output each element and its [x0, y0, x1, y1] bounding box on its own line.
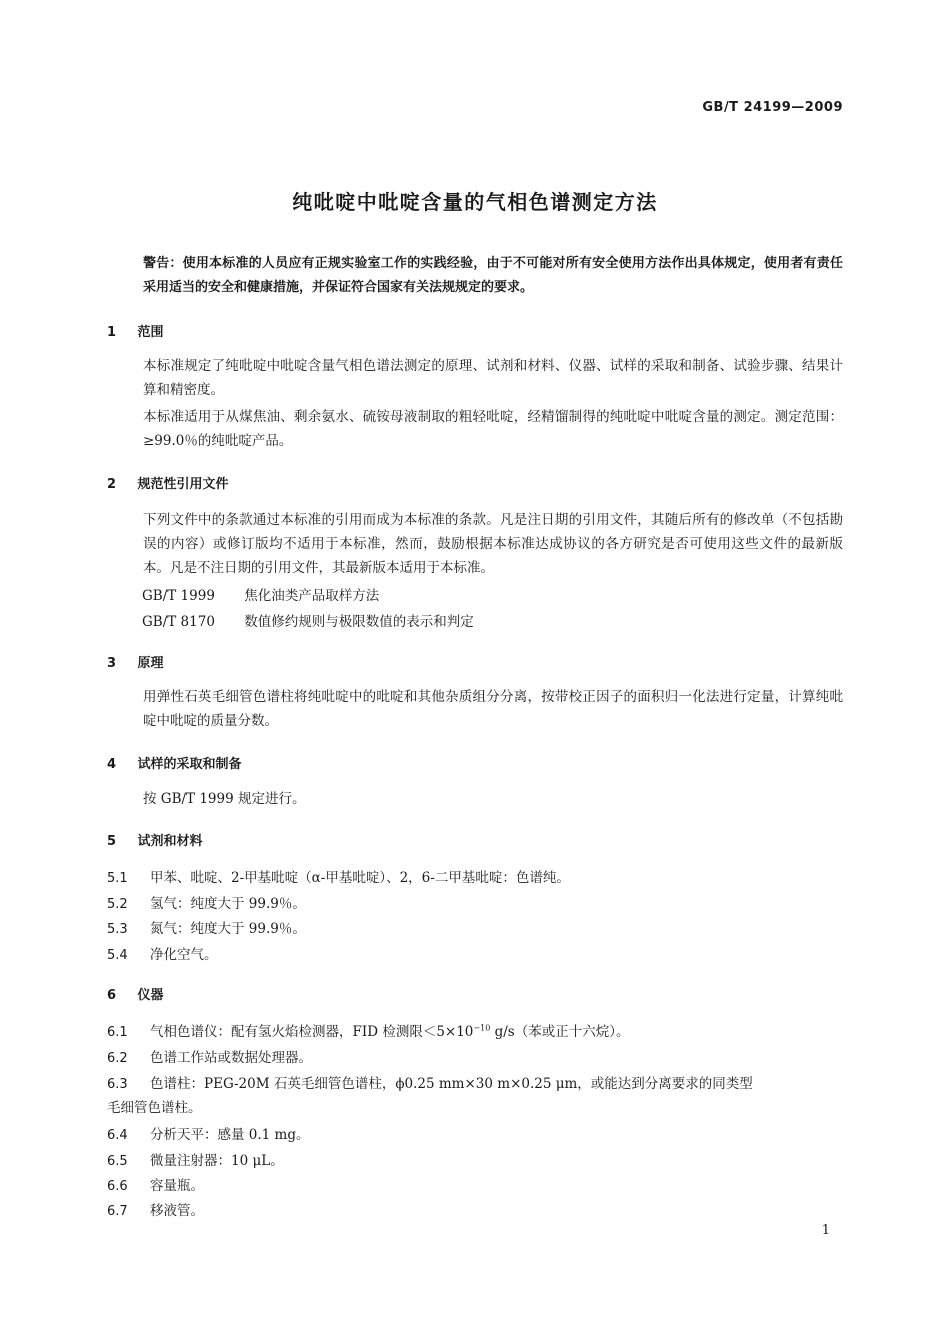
warning-text: 警告：使用本标准的人员应有正规实验室工作的实践经验，由于不可能对所有安全使用方法作出具体规定，使用者有责任采用适当的安全和健康措施，并保证符合国家有关法规规定的要求。 [143, 256, 843, 295]
clause-number: 6.5 [107, 1154, 128, 1169]
section-number: 2 [107, 477, 117, 492]
clause-text: 甲苯、吡啶、2-甲基吡啶（α-甲基吡啶）、2，6-二甲基吡啶：色谱纯。 [150, 870, 570, 886]
clause-5-4 [107, 943, 218, 963]
section-number: 5 [107, 834, 117, 849]
clause-number: 6.6 [107, 1179, 128, 1194]
section-title: 规范性引用文件 [137, 477, 229, 492]
exponent: −10 [473, 1023, 491, 1033]
section-2-heading [107, 473, 229, 492]
section-5-heading [107, 830, 203, 849]
clause-number: 6.7 [107, 1204, 128, 1219]
paragraph-text: 按 GB/T 1999 规定进行。 [143, 791, 306, 807]
section-title: 仪器 [137, 988, 164, 1003]
clause-number: 5.4 [107, 948, 128, 963]
clause-text: 分析天平：感量 0.1 mg。 [150, 1127, 310, 1143]
clause-text: 氮气：纯度大于 99.9％。 [150, 921, 306, 937]
section-1-para-2 [107, 405, 843, 453]
clause-5-2 [107, 892, 306, 912]
reference-title: 数值修约规则与极限数值的表示和判定 [244, 614, 474, 630]
clause-text: 氢气：纯度大于 99.9％。 [150, 896, 306, 912]
section-number: 6 [107, 988, 117, 1003]
clause-text: 微量注射器：10 μL。 [150, 1153, 284, 1169]
clause-5-1 [107, 866, 570, 886]
section-title: 原理 [137, 656, 164, 671]
clause-number: 5.3 [107, 922, 128, 937]
clause-6-3-continued [107, 1096, 202, 1116]
paragraph-text: 本标准适用于从煤焦油、剩余氨水、硫铵母液制取的粗轻吡啶，经精馏制得的纯吡啶中吡啶含量的测定。测定范围：≥99.0％的纯吡啶产品。 [143, 409, 843, 449]
paragraph-text: 用弹性石英毛细管色谱柱将纯吡啶中的吡啶和其他杂质组分分离，按带校正因子的面积归一化法进行定量，计算纯吡啶中吡啶的质量分数。 [143, 689, 843, 729]
clause-text: 色谱工作站或数据处理器。 [150, 1050, 312, 1066]
clause-5-3 [107, 917, 306, 937]
section-3-heading [107, 652, 164, 671]
paragraph-text: 下列文件中的条款通过本标准的引用而成为本标准的条款。凡是注日期的引用文件，其随后所有的修改单（不包括勘误的内容）或修订版均不适用于本标准，然而，鼓励根据本标准达成协议的各方研究是否可使用这些文件的最新版本。凡是不注日期的引用文件，其最新版本适用于本标准。 [143, 512, 843, 576]
clause-6-1 [107, 1020, 629, 1040]
clause-6-5 [107, 1149, 284, 1169]
section-title: 范围 [137, 325, 164, 340]
section-2-para-1 [107, 508, 843, 580]
section-6-heading [107, 984, 164, 1003]
clause-6-4 [107, 1123, 310, 1143]
section-title: 试样的采取和制备 [137, 757, 242, 772]
section-3-para-1 [107, 685, 843, 733]
clause-text: 气相色谱仪：配有氢火焰检测器，FID 检测限＜5×10 [150, 1024, 474, 1040]
clause-text: 移液管。 [150, 1203, 204, 1219]
section-title: 试剂和材料 [137, 834, 203, 849]
section-1-heading [107, 321, 164, 340]
section-4-heading [107, 753, 242, 772]
document-title: 纯吡啶中吡啶含量的气相色谱测定方法 [292, 190, 658, 214]
section-number: 1 [107, 325, 117, 340]
section-4-para-1 [107, 787, 843, 811]
reference-code: GB/T 8170 [142, 614, 215, 630]
clause-6-6 [107, 1174, 204, 1194]
clause-text: 净化空气。 [150, 947, 218, 963]
clause-number: 6.1 [107, 1025, 128, 1040]
paragraph-text: 本标准规定了纯吡啶中吡啶含量气相色谱法测定的原理、试剂和材料、仪器、试样的采取和制备、试验步骤、结果计算和精密度。 [143, 358, 843, 398]
normative-reference [142, 584, 379, 604]
section-number: 3 [107, 656, 117, 671]
normative-reference [142, 610, 474, 630]
section-1-para-1 [107, 354, 843, 402]
clause-number: 5.2 [107, 897, 128, 912]
clause-text: 容量瓶。 [150, 1178, 204, 1194]
warning-paragraph [107, 252, 843, 300]
clause-text: 毛细管色谱柱。 [107, 1100, 202, 1116]
clause-6-3 [107, 1072, 753, 1092]
clause-number: 6.4 [107, 1128, 128, 1143]
reference-title: 焦化油类产品取样方法 [244, 588, 380, 604]
section-number: 4 [107, 757, 117, 772]
standard-number: GB/T 24199—2009 [702, 100, 843, 115]
clause-number: 5.1 [107, 871, 128, 886]
clause-number: 6.2 [107, 1051, 128, 1066]
clause-6-2 [107, 1046, 312, 1066]
clause-6-7 [107, 1199, 204, 1219]
clause-text-cont: g/s（苯或正十六烷）。 [490, 1024, 630, 1040]
clause-number: 6.3 [107, 1077, 128, 1092]
clause-text: 色谱柱：PEG-20M 石英毛细管色谱柱，ϕ0.25 mm×30 m×0.25 μm，或能达到分离要求的同类型 [150, 1076, 753, 1092]
page-number: 1 [821, 1223, 830, 1238]
reference-code: GB/T 1999 [142, 588, 215, 604]
